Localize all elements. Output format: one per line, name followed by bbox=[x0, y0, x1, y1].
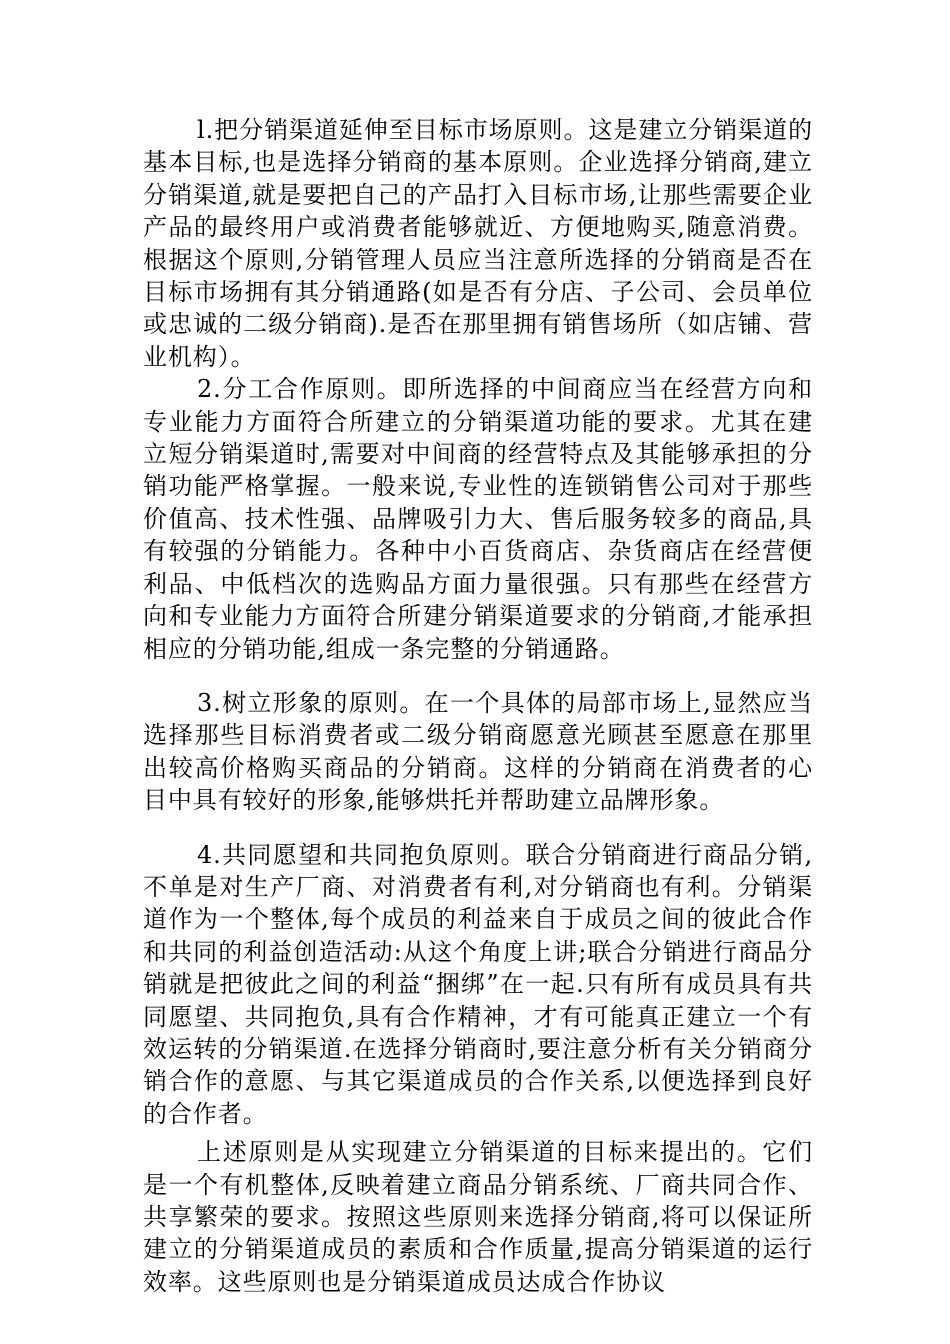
document-body bbox=[143, 114, 813, 1298]
paragraph-principle-3: 3.树立形象的原则。在一个具体的局部市场上,显然应当选择那些目标消费者或二级分销商愿意光顾甚至愿意在那里出较高价格购买商品的分销商。这样的分销商在消费者的心目中具有较好的形象,能够烘托并帮助建立品牌形象。 bbox=[143, 688, 813, 815]
paragraph-principle-4: 4.共同愿望和共同抱负原则。联合分销商进行商品分销,不单是对生产厂商、对消费者有利,对分销商也有利。分销渠道作为一个整体,每个成员的利益来自于成员之间的彼此合作和共同的利益创造活动:从这个角度上讲;联合分销进行商品分销就是把彼此之间的利益“捆绑”在一起.只有所有成员具有共同愿望、共同抱负,具有合作精神，才有可能真正建立一个有效运转的分销渠道.在选择分销商时,要注意分析有关分销商分销合作的意愿、与其它渠道成员的合作关系,以便选择到良好的合作者。 bbox=[143, 840, 813, 1128]
paragraph-principle-1: l.把分销渠道延伸至目标市场原则。这是建立分销渠道的基本目标,也是选择分销商的基本原则。企业选择分销商,建立分销渠道,就是要把自己的产品打入目标市场,让那些需要企业产品的最终用户或消费者能够就近、方便地购买,随意消费。根据这个原则,分销管理人员应当注意所选择的分销商是否在目标市场拥有其分销通路(如是否有分店、子公司、会员单位或忠诚的二级分销商).是否在那里拥有销售场所（如店铺、营业机构）。 bbox=[143, 116, 813, 371]
paragraph-principle-2: 2.分工合作原则。即所选择的中间商应当在经营方向和专业能力方面符合所建立的分销渠道功能的要求。尤其在建立短分销渠道时,需要对中间商的经营特点及其能够承担的分销功能严格掌握。一般来说,专业性的连锁销售公司对于那些价值高、技术性强、品牌吸引力大、售后服务较多的商品,具有较强的分销能力。各种中小百货商店、杂货商店在经营便利品、中低档次的选购品方面力量很强。只有那些在经营方向和专业能力方面符合所建分销渠道要求的分销商,才能承担相应的分销功能,组成一条完整的分销通路。 bbox=[143, 375, 813, 663]
paragraph-summary: 上述原则是从实现建立分销渠道的目标来提出的。它们是一个有机整体,反映着建立商品分销系统、厂商共同合作、共享繁荣的要求。按照这些原则来选择分销商,将可以保证所建立的分销渠道成员的素质和合作质量,提高分销渠道的运行效率。这些原则也是分销渠道成员达成合作协议 bbox=[143, 1138, 813, 1296]
